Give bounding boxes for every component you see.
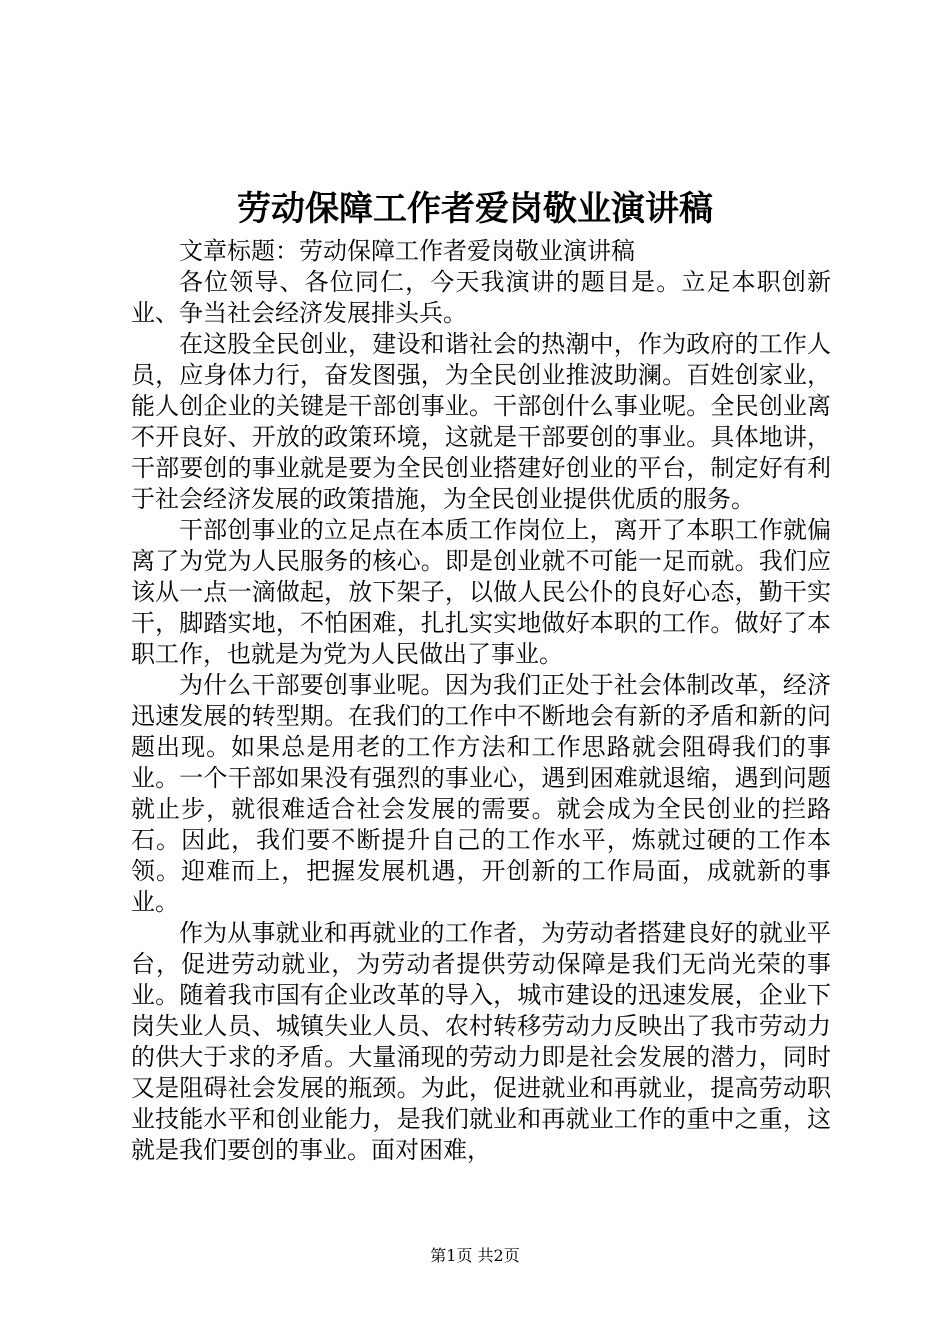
document-body [131,236,831,1166]
paragraph: 为什么干部要创事业呢。因为我们正处于社会体制改革，经济迅速发展的转型期。在我们的工作中不断地会有新的矛盾和新的问题出现。如果总是用老的工作方法和工作思路就会阻碍我们的事业。一个干部如果没有强烈的事业心，遇到困难就退缩，遇到问题就止步，就很难适合社会发展的需要。就会成为全民创业的拦路石。因此，我们要不断提升自己的工作水平，炼就过硬的工作本领。迎难而上，把握发展机遇，开创新的工作局面，成就新的事业。 [131,671,831,916]
paragraph: 作为从事就业和再就业的工作者，为劳动者搭建良好的就业平台，促进劳动就业，为劳动者提供劳动保障是我们无尚光荣的事业。随着我市国有企业改革的导入，城市建设的迅速发展，企业下岗失业人员、城镇失业人员、农村转移劳动力反映出了我市劳动力的供大于求的矛盾。大量涌现的劳动力即是社会发展的潜力，同时又是阻碍社会发展的瓶颈。为此，促进就业和再就业，提高劳动职业技能水平和创业能力，是我们就业和再就业工作的重中之重，这就是我们要创的事业。面对困难， [131,919,831,1164]
document-title: 劳动保障工作者爱岗敬业演讲稿 [237,189,713,229]
paragraph-article-title: 文章标题：劳动保障工作者爱岗敬业演讲稿 [179,237,635,265]
page-number-footer: 第1页 共2页 [430,1246,520,1265]
paragraph-greeting: 各位领导、各位同仁，今天我演讲的题目是。立足本职创新业、争当社会经济发展排头兵。 [131,268,831,327]
paragraph: 在这股全民创业，建设和谐社会的热潮中，作为政府的工作人员，应身体力行，奋发图强，为全民创业推波助澜。百姓创家业，能人创企业的关键是干部创事业。干部创什么事业呢。全民创业离不开良好、开放的政策环境，这就是干部要创的事业。具体地讲，干部要创的事业就是要为全民创业搭建好创业的平台，制定好有利于社会经济发展的政策措施，为全民创业提供优质的服务。 [131,330,831,513]
paragraph: 干部创事业的立足点在本质工作岗位上，离开了本职工作就偏离了为党为人民服务的核心。即是创业就不可能一足而就。我们应该从一点一滴做起，放下架子，以做人民公仆的良好心态，勤干实干，脚踏实地，不怕困难，扎扎实实地做好本职的工作。做好了本职工作，也就是为党为人民做出了事业。 [131,516,831,668]
